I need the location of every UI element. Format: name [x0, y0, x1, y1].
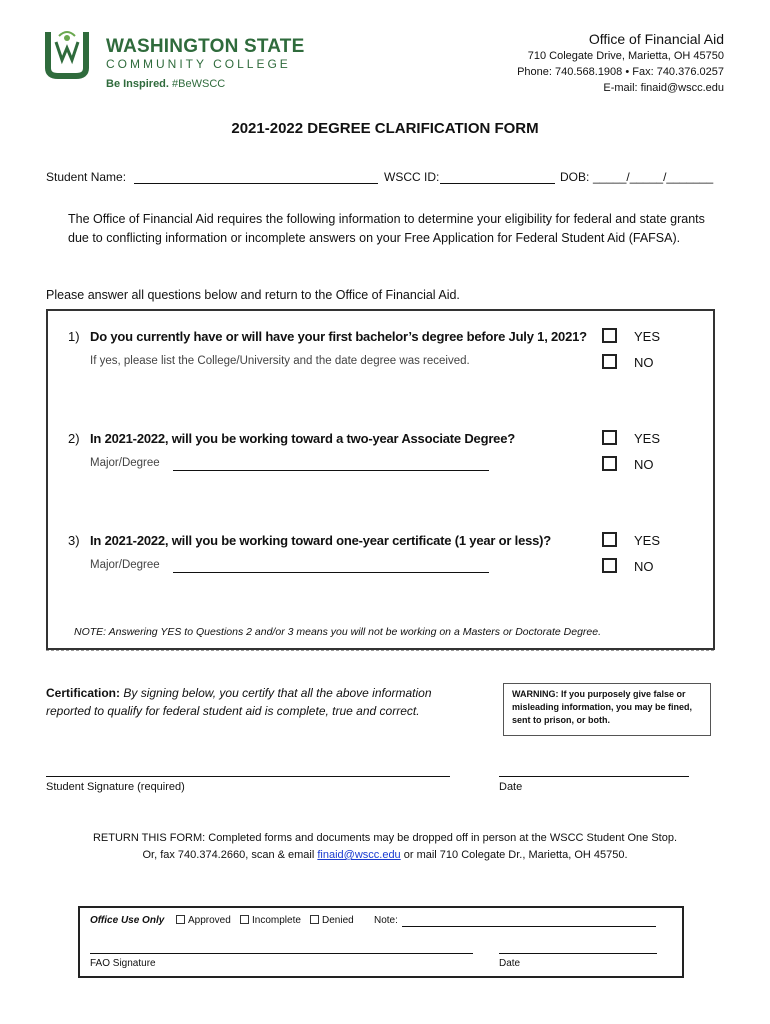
student-name-field[interactable] — [134, 183, 378, 184]
question-2-sub: Major/Degree — [90, 457, 160, 469]
office-note-label: Note: — [374, 915, 398, 926]
fao-signature-label: FAO Signature — [90, 958, 156, 969]
office-use-label: Office Use Only — [90, 915, 165, 926]
question-1-yes-checkbox[interactable] — [602, 328, 617, 343]
question-3-no-label: NO — [634, 559, 654, 574]
logo-tagline: Be Inspired. #BeWSCC — [106, 78, 226, 90]
wscc-id-label: WSCC ID: — [384, 170, 440, 184]
fao-signature-field[interactable] — [90, 953, 473, 954]
logo-name-line2: COMMUNITY COLLEGE — [106, 57, 291, 71]
student-signature-label: Student Signature (required) — [46, 781, 185, 793]
student-signature-field[interactable] — [46, 776, 450, 777]
question-3-major-field[interactable] — [173, 572, 489, 573]
question-1-no-label: NO — [634, 355, 654, 370]
office-name: Office of Financial Aid — [588, 31, 724, 47]
logo-name-line1: WASHINGTON STATE — [106, 36, 305, 57]
degree-note: NOTE: Answering YES to Questions 2 and/or 3 means you will not be working on a Masters or Doctorate Degree. — [74, 626, 602, 638]
fao-date-field[interactable] — [499, 953, 657, 954]
question-3-text: In 2021-2022, will you be working toward one-year certificate (1 year or less)? — [90, 533, 552, 548]
denied-option[interactable]: Denied — [310, 915, 354, 926]
question-1-yes-label: YES — [634, 329, 661, 344]
question-2-yes-label: YES — [634, 431, 661, 446]
office-note-field[interactable] — [402, 926, 656, 927]
question-3-yes-checkbox[interactable] — [602, 532, 617, 547]
question-2-no-label: NO — [634, 457, 654, 472]
form-title: 2021-2022 DEGREE CLARIFICATION FORM — [231, 120, 539, 137]
office-header — [517, 30, 724, 96]
student-name-label: Student Name: — [46, 170, 127, 184]
denied-checkbox[interactable] — [310, 915, 319, 924]
question-1-number: 1) — [68, 329, 80, 344]
signature-date-field[interactable] — [499, 776, 689, 777]
email-link[interactable]: finaid@wscc.edu — [317, 849, 401, 861]
question-2-yes-checkbox[interactable] — [602, 430, 617, 445]
approved-checkbox[interactable] — [176, 915, 185, 924]
instructions: Please answer all questions below and return to the Office of Financial Aid. — [46, 288, 460, 302]
question-3-no-checkbox[interactable] — [602, 558, 617, 573]
question-2-no-checkbox[interactable] — [602, 456, 617, 471]
question-3-sub: Major/Degree — [90, 559, 160, 571]
incomplete-option[interactable]: Incomplete — [240, 915, 301, 926]
certification-text: Certification: By signing below, you certify that all the above information reported to qualify for federal student aid is complete, true and correct. — [46, 686, 432, 718]
office-address: 710 Colegate Drive, Marietta, OH 45750 — [527, 50, 724, 62]
question-3-number: 3) — [68, 533, 80, 548]
question-2-major-field[interactable] — [173, 470, 489, 471]
question-1-no-checkbox[interactable] — [602, 354, 617, 369]
approved-option[interactable]: Approved — [176, 915, 231, 926]
college-logo — [44, 28, 90, 80]
dob-label: DOB: — [560, 170, 590, 184]
intro-text: The Office of Financial Aid requires the following information to determine your eligibility for federal and state grants due to conflicting information or incomplete answers on your Free Application for Federal Student Aid (FAFSA). — [68, 212, 705, 245]
dob-field[interactable]: _____/_____/_______ — [593, 170, 714, 184]
incomplete-checkbox[interactable] — [240, 915, 249, 924]
office-phone-fax: Phone: 740.568.1908 • Fax: 740.376.0257 — [517, 66, 724, 78]
warning-box: WARNING: If you purposely give false or misleading information, you may be fined, sent to prison, or both. — [503, 683, 711, 736]
question-1-text: Do you currently have or will have your first bachelor’s degree before July 1, 2021? — [90, 329, 587, 344]
return-instructions: RETURN THIS FORM: Completed forms and documents may be dropped off in person at the WSCC Student One Stop. Or, fax 740.374.2660, scan & email finaid@wscc.edu or mail 710 Colegate Dr., Marietta, OH 45750. — [92, 832, 678, 861]
section-divider — [46, 650, 714, 651]
question-1-sub: If yes, please list the College/University and the date degree was received. — [90, 355, 470, 367]
question-3-yes-label: YES — [634, 533, 661, 548]
office-email: E-mail: finaid@wscc.edu — [603, 82, 724, 94]
question-2-number: 2) — [68, 431, 80, 446]
question-2-text: In 2021-2022, will you be working toward a two-year Associate Degree? — [90, 431, 515, 446]
signature-date-label: Date — [499, 781, 523, 793]
wscc-id-field[interactable] — [440, 183, 555, 184]
fao-date-label: Date — [499, 958, 521, 969]
